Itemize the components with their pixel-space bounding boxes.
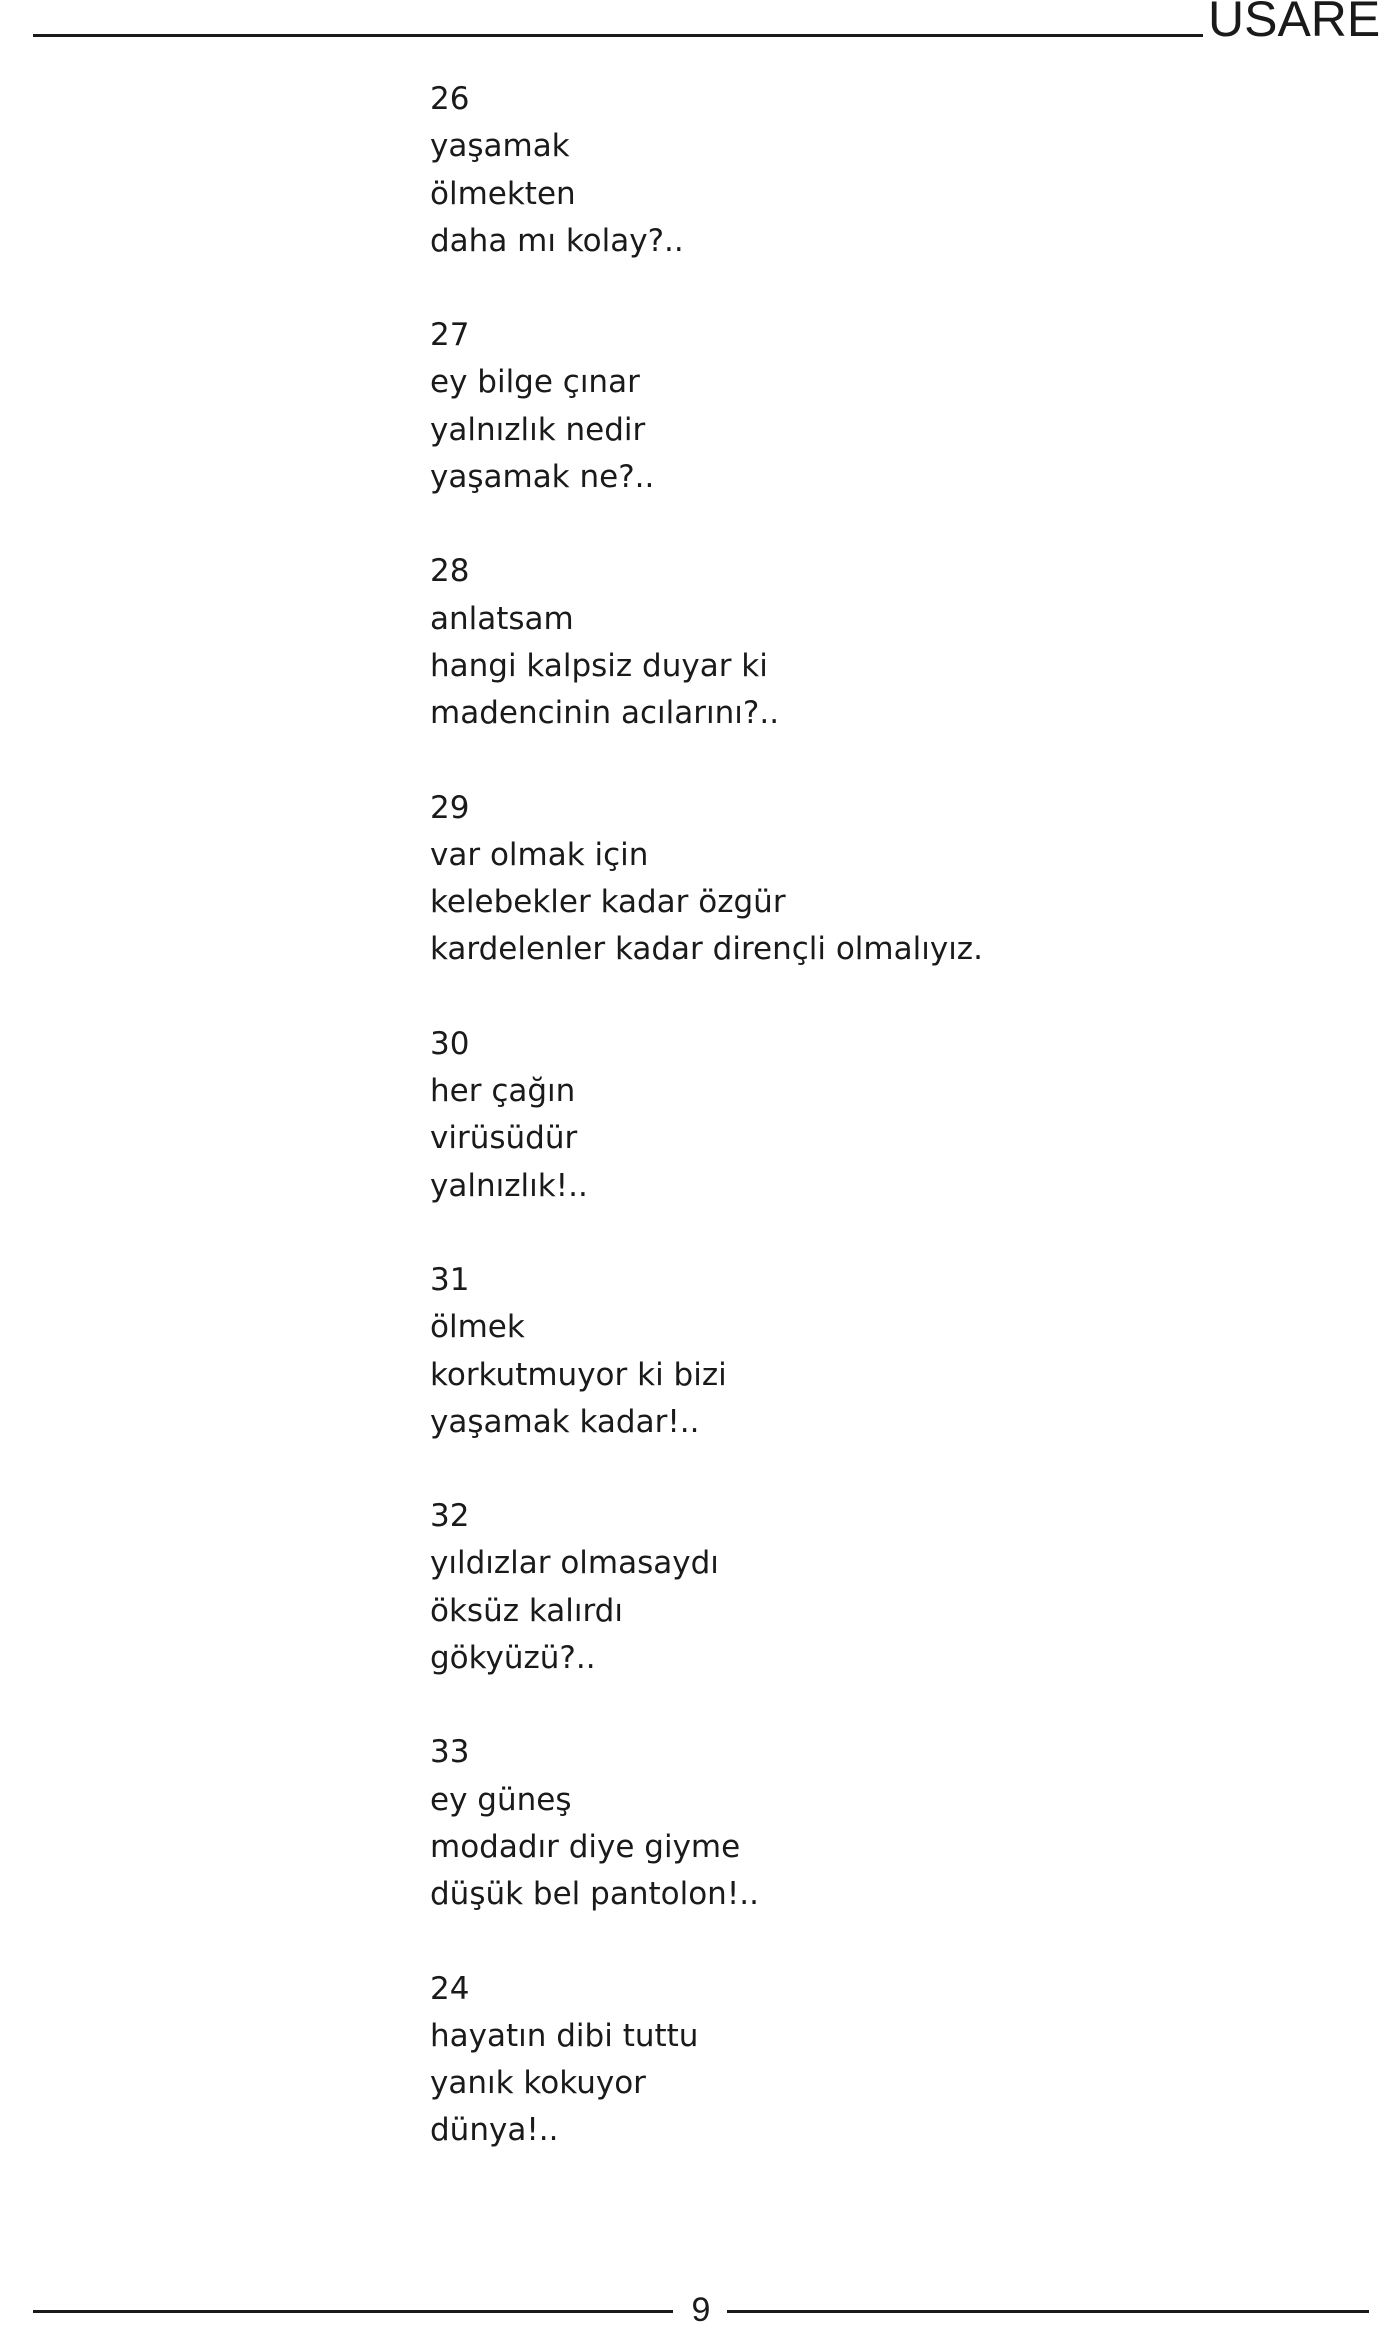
poem-line: modadır diye giyme [430,1828,741,1865]
poem-line: yalnızlık nedir [430,411,646,448]
poem-33 [430,1729,1330,1918]
poem-line: hayatın dibi tuttu [430,2017,699,2054]
poem-line: düşük bel pantolon!.. [430,1876,759,1913]
header-rule [33,34,1203,37]
poem-line: madencinin acılarını?.. [430,695,780,732]
poem-line: dünya!.. [430,2112,559,2149]
poem-number: 27 [430,317,470,354]
journal-title: USARE [1208,0,1381,47]
poem-list [430,76,1330,2202]
poem-26 [430,76,1330,265]
poem-line: öksüz kalırdı [430,1592,623,1629]
poem-line: hangi kalpsiz duyar ki [430,647,768,684]
poem-number: 28 [430,553,470,590]
page-number: 9 [691,2291,711,2329]
poem-number: 33 [430,1734,470,1771]
poem-line: virüsüdür [430,1120,578,1157]
poem-line: yaşamak kadar!.. [430,1403,700,1440]
poem-line: anlatsam [430,600,574,637]
poem-line: yanık kokuyor [430,2065,646,2102]
footer-rule-right [727,2310,1369,2313]
poem-29 [430,785,1330,974]
poem-line: korkutmuyor ki bizi [430,1356,727,1393]
poem-line: ölmek [430,1309,525,1346]
poem-line: yaşamak [430,128,570,165]
poem-line: yalnızlık!.. [430,1167,588,1204]
page-footer [0,2286,1400,2336]
footer-rule-left [33,2310,673,2313]
poem-line: ey bilge çınar [430,364,640,401]
poem-number: 31 [430,1261,470,1298]
poem-number: 26 [430,81,470,117]
poem-number: 29 [430,789,470,826]
poem-line: yıldızlar olmasaydı [430,1545,719,1582]
poem-27 [430,312,1330,501]
page-header [0,0,1400,60]
poem-28 [430,548,1330,737]
poem-line: ey güneş [430,1781,572,1818]
poem-line: ölmekten [430,175,576,212]
poem-line: yaşamak ne?.. [430,459,655,496]
poem-line: daha mı kolay?.. [430,222,684,259]
poem-31 [430,1257,1330,1446]
poem-30 [430,1021,1330,1210]
poem-number: 32 [430,1498,470,1535]
poem-number: 30 [430,1025,470,1062]
poem-line: var olmak için [430,836,649,873]
poem-number: 24 [430,1970,470,2007]
poem-line: kelebekler kadar özgür [430,884,786,921]
poem-line: kardelenler kadar dirençli olmalıyız. [430,931,983,968]
poem-32 [430,1493,1330,1682]
poem-24 [430,1966,1330,2155]
poem-line: gökyüzü?.. [430,1640,596,1677]
poem-line: her çağın [430,1073,576,1110]
